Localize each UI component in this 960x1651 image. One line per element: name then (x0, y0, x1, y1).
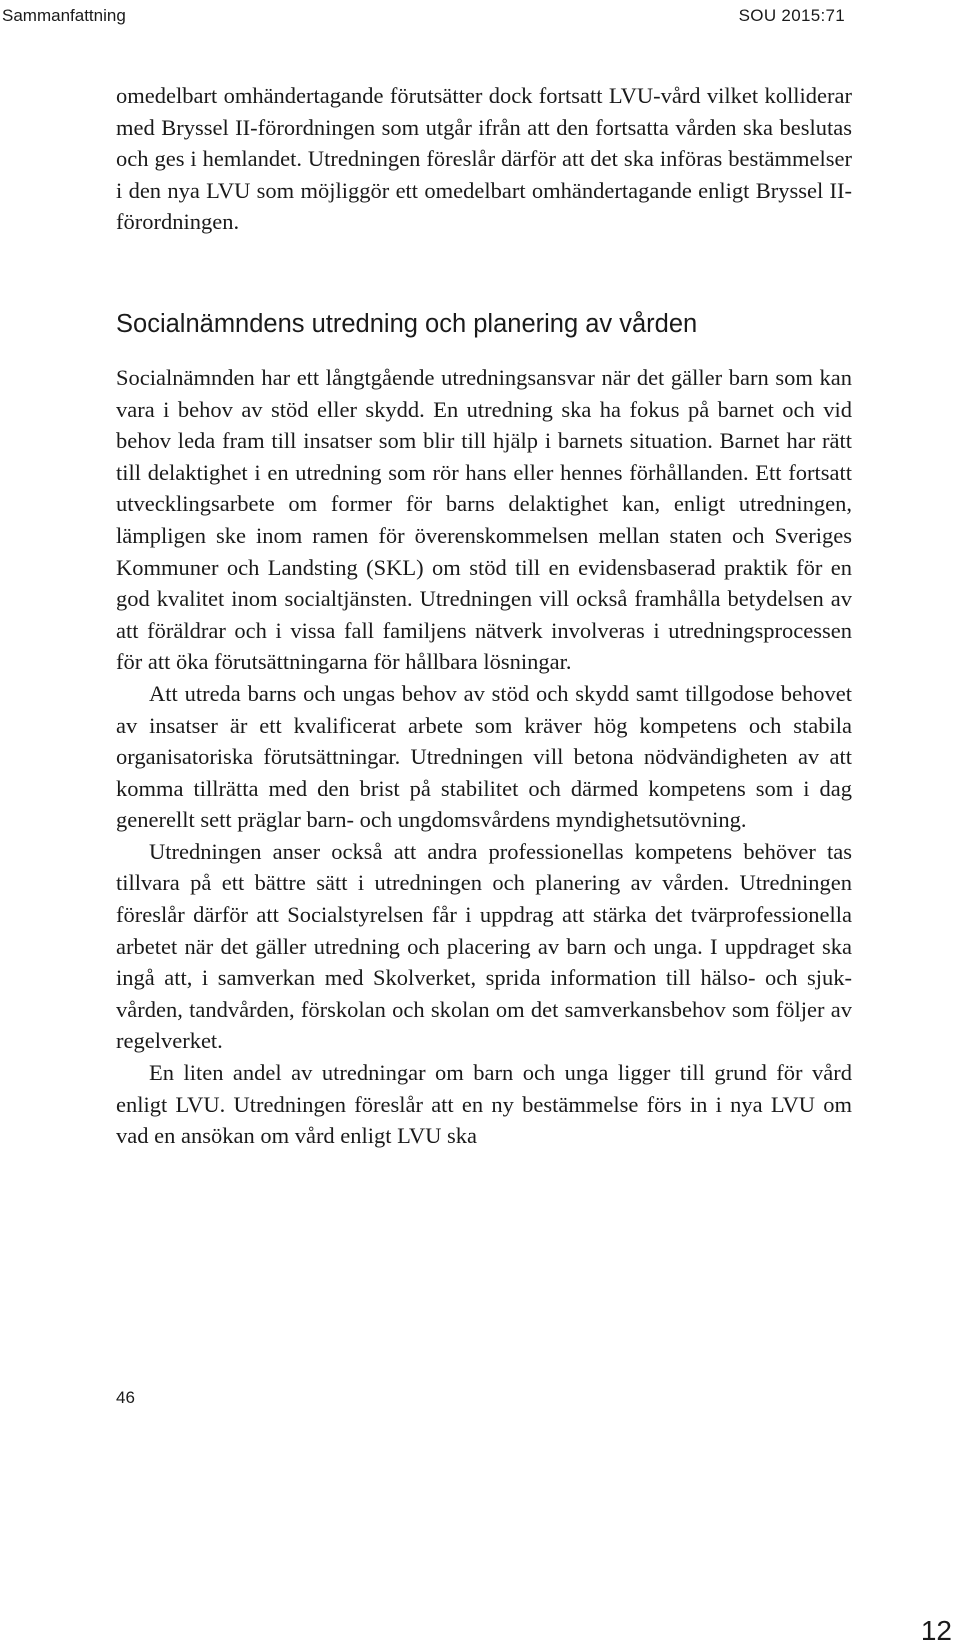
page-number: 46 (116, 1388, 135, 1407)
paragraph: Socialnämnden har ett långtgående utredningsansvar när det gäller barn som kan vara i behov av stöd eller skydd. En utredning ska ha fokus på barnet och vid behov leda fram till insatser som blir till hjälp i barnets situation. Barnet har rätt till delaktighet i en utredning som rör hans eller hennes förhållanden. Ett fortsatt utvecklingsarbete om former för barns delaktighet kan, enligt utredningen, lämpligen ske inom ramen för överenskommelsen mellan staten och Sveriges Kommuner och Landsting (SKL) om stöd till en evidensbaserad praktik för en god kvalitet inom socialtjänsten. Utredningen vill också framhålla betydelsen av att föräldrar och i vissa fall familjens nätverk involveras i utredningsprocessen för att öka förutsättningarna för hållbara lösningar. (116, 364, 852, 675)
section-heading: Socialnämndens utredning och planering av vården (116, 309, 698, 338)
page-body (116, 80, 852, 1152)
header-section-title: Sammanfattning (2, 6, 126, 25)
paragraph-continued: omedelbart omhändertagande förutsätter dock fortsatt LVU-vård vilket kolliderar med Bryssel II-förordningen som utgår ifrån att den fortsatta vården ska beslutas och ges i hemlandet. Utredningen föreslår därför att det ska införas bestämmelser i den nya LVU som möjliggör ett omedelbart omhändertagande enligt Bryssel II-förordningen. (116, 83, 852, 235)
header-document-id: SOU 2015:71 (738, 6, 845, 25)
paragraph: Att utreda barns och ungas behov av stöd och skydd samt tillgodose behovet av insatser är ett kvalificerat arbete som kräver hög kompetens och stabila organisatoriska förutsättningar. Utredningen vill betona nödvändigheten av att komma tillrätta med den brist på stabilitet och därmed kompetens som i dag generellt sett präglar barn- och ungdomsvårdens myndighetsutövning. (116, 680, 852, 833)
paragraph: Utredningen anser också att andra professionellas kompetens behöver tas tillvara på ett bättre sätt i utredningen och planering av vården. Utredningen föreslår därför att Socialstyrelsen får i uppdrag att stärka det tvärprofessionella arbetet när det gäller utredning och placering av barn och unga. I uppdraget ska ingå att, i samverkan med Skolverket, sprida information till hälso- och sjukvården, tandvården, förskolan och skolan om det samverkansbehov som följer av regelverket. (116, 838, 852, 1054)
running-header (0, 3, 960, 29)
corner-page-counter: 12 (920, 1615, 952, 1646)
paragraph: En liten andel av utredningar om barn och unga ligger till grund för vård enligt LVU. Utredningen föreslår att en ny bestämmelse förs in i nya LVU om vad en ansökan om vård enligt LVU ska (116, 1060, 852, 1149)
